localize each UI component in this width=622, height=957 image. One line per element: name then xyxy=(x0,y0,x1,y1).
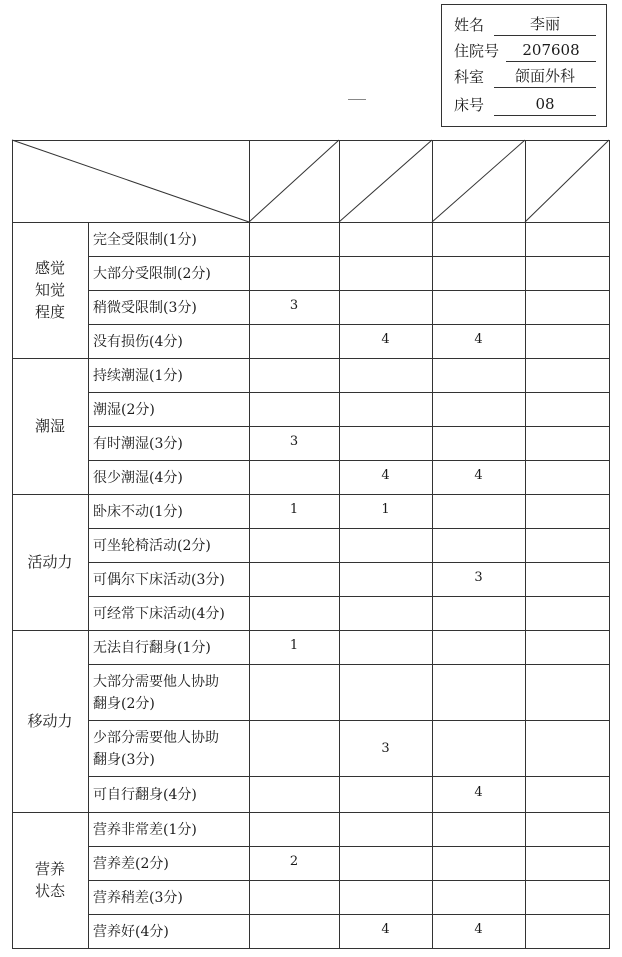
diagonal-line xyxy=(249,140,339,222)
category-line: 潮湿 xyxy=(34,417,65,435)
grid-line xyxy=(88,256,610,257)
score-cell: 3 xyxy=(289,434,299,449)
patient-name-label: 姓名 xyxy=(454,16,485,34)
stray-mark xyxy=(348,99,366,100)
item-label-line: 翻身(2分) xyxy=(93,696,155,712)
admission-value: 207608 xyxy=(506,39,596,62)
department-value: 颌面外科 xyxy=(494,65,596,88)
score-cell: 4 xyxy=(381,468,390,483)
score-cell: 4 xyxy=(474,785,483,800)
grid-line xyxy=(88,426,610,427)
grid-line xyxy=(12,140,610,141)
score-cell: 4 xyxy=(474,922,483,937)
item-label-line: 可坐轮椅活动(2分) xyxy=(93,538,211,554)
department-row xyxy=(454,65,575,89)
item-label xyxy=(93,819,197,841)
item-label xyxy=(93,297,197,319)
item-label-line: 营养非常差(1分) xyxy=(93,822,197,838)
item-label-line: 大部分受限制(2分) xyxy=(93,266,211,282)
item-label xyxy=(93,671,219,715)
item-label xyxy=(93,603,225,625)
patient-info-box xyxy=(441,4,607,127)
grid-line xyxy=(88,880,610,881)
item-label xyxy=(93,727,219,771)
item-label xyxy=(93,853,169,875)
category-line: 知觉 xyxy=(34,281,65,299)
item-label-line: 大部分需要他人协助 xyxy=(93,674,219,690)
score-cell: 3 xyxy=(381,741,390,756)
item-label-line: 持续潮湿(1分) xyxy=(93,368,183,384)
grid-line xyxy=(88,528,610,529)
grid-line xyxy=(88,720,610,721)
item-label-line: 翻身(3分) xyxy=(93,752,155,768)
category-label xyxy=(12,551,88,573)
item-label-line: 卧床不动(1分) xyxy=(93,504,183,520)
item-label-line: 有时潮湿(3分) xyxy=(93,436,183,452)
item-label-line: 无法自行翻身(1分) xyxy=(93,640,211,656)
item-label xyxy=(93,887,183,909)
score-cell: 1 xyxy=(289,502,299,517)
item-label xyxy=(93,501,183,523)
score-cell: 3 xyxy=(289,298,299,313)
item-label-line: 营养好(4分) xyxy=(93,924,169,940)
grid-line xyxy=(12,630,610,631)
grid-line xyxy=(88,846,610,847)
grid-line xyxy=(12,222,610,223)
item-label xyxy=(93,784,197,806)
grid-line xyxy=(249,140,250,949)
grid-line xyxy=(88,222,89,949)
item-label xyxy=(93,569,225,591)
category-label xyxy=(12,415,88,437)
grid-line xyxy=(12,494,610,495)
item-label xyxy=(93,365,183,387)
category-line: 状态 xyxy=(34,882,65,900)
bed-value: 08 xyxy=(494,93,596,116)
admission-row xyxy=(454,39,580,63)
score-cell: 4 xyxy=(381,332,390,347)
item-label-line: 营养差(2分) xyxy=(93,856,169,872)
patient-name-row xyxy=(454,13,560,37)
category-line: 营养 xyxy=(34,860,65,878)
grid-line xyxy=(12,358,610,359)
item-label xyxy=(93,399,155,421)
grid-line xyxy=(88,776,610,777)
grid-line xyxy=(88,914,610,915)
item-label-line: 很少潮湿(4分) xyxy=(93,470,183,486)
diagonal-line xyxy=(525,140,609,222)
item-label xyxy=(93,229,197,251)
admission-label: 住院号 xyxy=(454,42,500,60)
grid-line xyxy=(339,140,340,949)
grid-line xyxy=(609,140,610,949)
category-line: 活动力 xyxy=(27,553,73,571)
category-label xyxy=(12,858,88,902)
grid-line xyxy=(88,596,610,597)
grid-line xyxy=(88,460,610,461)
grid-line xyxy=(88,392,610,393)
grid-line xyxy=(88,324,610,325)
item-label xyxy=(93,637,211,659)
diagonal-line xyxy=(12,140,249,222)
grid-line xyxy=(432,140,433,949)
diagonal-line xyxy=(432,140,525,222)
item-label-line: 没有损伤(4分) xyxy=(93,334,183,350)
grid-line xyxy=(525,140,526,949)
item-label-line: 稍微受限制(3分) xyxy=(93,300,197,316)
score-cell: 4 xyxy=(474,468,483,483)
grid-line xyxy=(88,664,610,665)
category-line: 程度 xyxy=(34,303,65,321)
grid-line xyxy=(12,812,610,813)
diagonal-line xyxy=(339,140,432,222)
category-line: 移动力 xyxy=(27,712,73,730)
score-cell: 4 xyxy=(474,332,483,347)
bed-row xyxy=(454,93,555,117)
category-label xyxy=(12,710,88,732)
patient-name-value: 李丽 xyxy=(494,13,596,36)
score-cell: 4 xyxy=(381,922,390,937)
grid-line xyxy=(12,948,610,949)
score-cell: 2 xyxy=(289,854,299,869)
item-label-line: 可自行翻身(4分) xyxy=(93,787,197,803)
score-cell: 1 xyxy=(289,638,299,653)
item-label-line: 营养稍差(3分) xyxy=(93,890,183,906)
score-cell: 3 xyxy=(474,570,483,585)
grid-line xyxy=(88,290,610,291)
category-label xyxy=(12,257,88,323)
bed-label: 床号 xyxy=(454,96,485,114)
item-label xyxy=(93,263,211,285)
item-label xyxy=(93,331,183,353)
item-label-line: 可偶尔下床活动(3分) xyxy=(93,572,225,588)
department-label: 科室 xyxy=(454,68,485,86)
item-label-line: 可经常下床活动(4分) xyxy=(93,606,225,622)
grid-line xyxy=(88,562,610,563)
item-label-line: 潮湿(2分) xyxy=(93,402,155,418)
item-label xyxy=(93,535,211,557)
item-label-line: 完全受限制(1分) xyxy=(93,232,197,248)
item-label xyxy=(93,467,183,489)
item-label-line: 少部分需要他人协助 xyxy=(93,730,219,746)
score-cell: 1 xyxy=(381,502,390,517)
item-label xyxy=(93,433,183,455)
category-line: 感觉 xyxy=(34,259,65,277)
item-label xyxy=(93,921,169,943)
